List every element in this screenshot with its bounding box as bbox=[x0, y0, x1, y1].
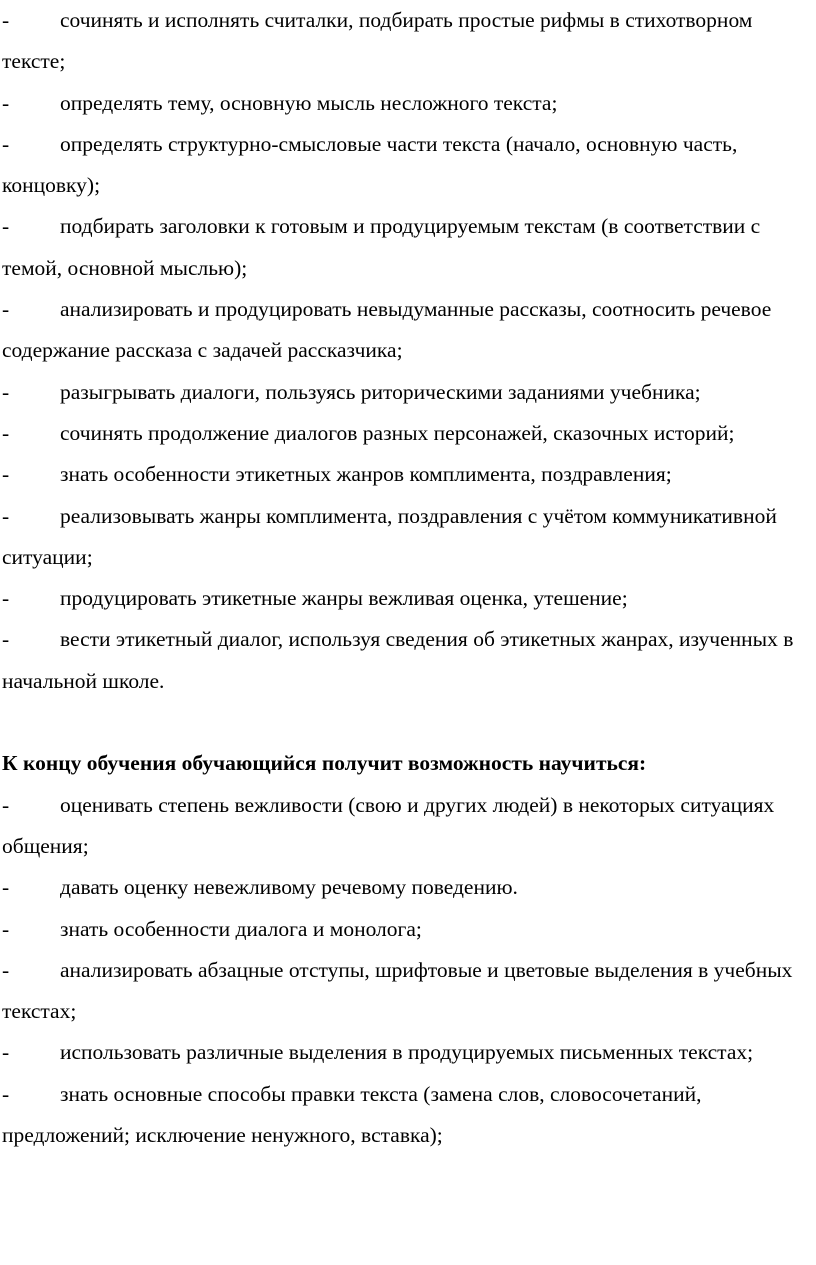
list-dash: - bbox=[2, 503, 10, 528]
list-dash: - bbox=[2, 379, 10, 404]
skills-list-bottom bbox=[2, 785, 810, 1157]
list-dash: - bbox=[2, 627, 10, 652]
list-item-text: анализировать абзацные отступы, шрифтовые и цветовые выделения в учебных текстах; bbox=[2, 957, 793, 1024]
list-item bbox=[2, 372, 810, 413]
list-dash: - bbox=[2, 1081, 10, 1106]
list-item-text: знать основные способы правки текста (замена слов, словосочетаний, предложений; исключение ненужного, вставка); bbox=[2, 1081, 702, 1148]
list-item-text: оценивать степень вежливости (свою и других людей) в некоторых ситуациях общения; bbox=[2, 792, 775, 858]
list-item bbox=[2, 289, 810, 372]
list-dash: - bbox=[2, 792, 10, 817]
list-item bbox=[2, 0, 810, 83]
list-item bbox=[2, 785, 810, 868]
list-item bbox=[2, 124, 810, 207]
blank-line bbox=[2, 702, 810, 743]
list-dash: - bbox=[2, 214, 10, 239]
list-item-text: сочинять продолжение диалогов разных персонажей, сказочных историй; bbox=[60, 420, 735, 445]
list-dash: - bbox=[2, 1040, 10, 1065]
list-item-text: знать особенности диалога и монолога; bbox=[60, 916, 422, 941]
list-item-text: использовать различные выделения в продуцируемых письменных текстах; bbox=[60, 1040, 754, 1065]
list-item bbox=[2, 1032, 810, 1073]
list-item bbox=[2, 909, 810, 950]
list-dash: - bbox=[2, 131, 10, 156]
list-item-text: определять тему, основную мысль несложного текста; bbox=[60, 90, 558, 115]
list-item-text: разыгрывать диалоги, пользуясь риторическими заданиями учебника; bbox=[60, 379, 701, 404]
list-dash: - bbox=[2, 916, 10, 941]
list-item-text: сочинять и исполнять считалки, подбирать простые рифмы в стихотворном тексте; bbox=[2, 8, 753, 74]
list-dash: - bbox=[2, 586, 10, 611]
list-item-text: знать особенности этикетных жанров комплимента, поздравления; bbox=[60, 462, 672, 487]
list-dash: - bbox=[2, 957, 10, 982]
list-item bbox=[2, 1074, 810, 1157]
list-dash: - bbox=[2, 90, 10, 115]
list-item-text: анализировать и продуцировать невыдуманные рассказы, соотносить речевое содержание рассказа с задачей рассказчика; bbox=[2, 297, 772, 363]
list-item bbox=[2, 578, 810, 619]
list-item bbox=[2, 496, 810, 579]
list-item bbox=[2, 454, 810, 495]
list-item bbox=[2, 83, 810, 124]
skills-list-top bbox=[2, 0, 810, 702]
list-dash: - bbox=[2, 875, 10, 900]
list-item-text: вести этикетный диалог, используя сведения об этикетных жанрах, изученных в начальной школе. bbox=[2, 627, 794, 693]
list-item bbox=[2, 206, 810, 289]
list-item bbox=[2, 619, 810, 702]
list-dash: - bbox=[2, 297, 10, 322]
section-heading: К концу обучения обучающийся получит возможность научиться: bbox=[2, 751, 647, 776]
list-item-text: подбирать заголовки к готовым и продуцируемым текстам (в соответствии с темой, основной мыслью); bbox=[2, 214, 761, 280]
list-item-text: продуцировать этикетные жанры вежливая оценка, утешение; bbox=[60, 586, 628, 611]
list-item bbox=[2, 950, 810, 1033]
list-item bbox=[2, 413, 810, 454]
list-dash: - bbox=[2, 462, 10, 487]
list-item-text: реализовывать жанры комплимента, поздравления с учётом коммуникативной ситуации; bbox=[2, 503, 777, 569]
list-item-text: определять структурно-смысловые части текста (начало, основную часть, концовку); bbox=[2, 131, 738, 198]
list-dash: - bbox=[2, 8, 10, 32]
list-dash: - bbox=[2, 420, 10, 445]
list-item bbox=[2, 867, 810, 908]
list-item-text: давать оценку невежливому речевому поведению. bbox=[60, 875, 518, 900]
